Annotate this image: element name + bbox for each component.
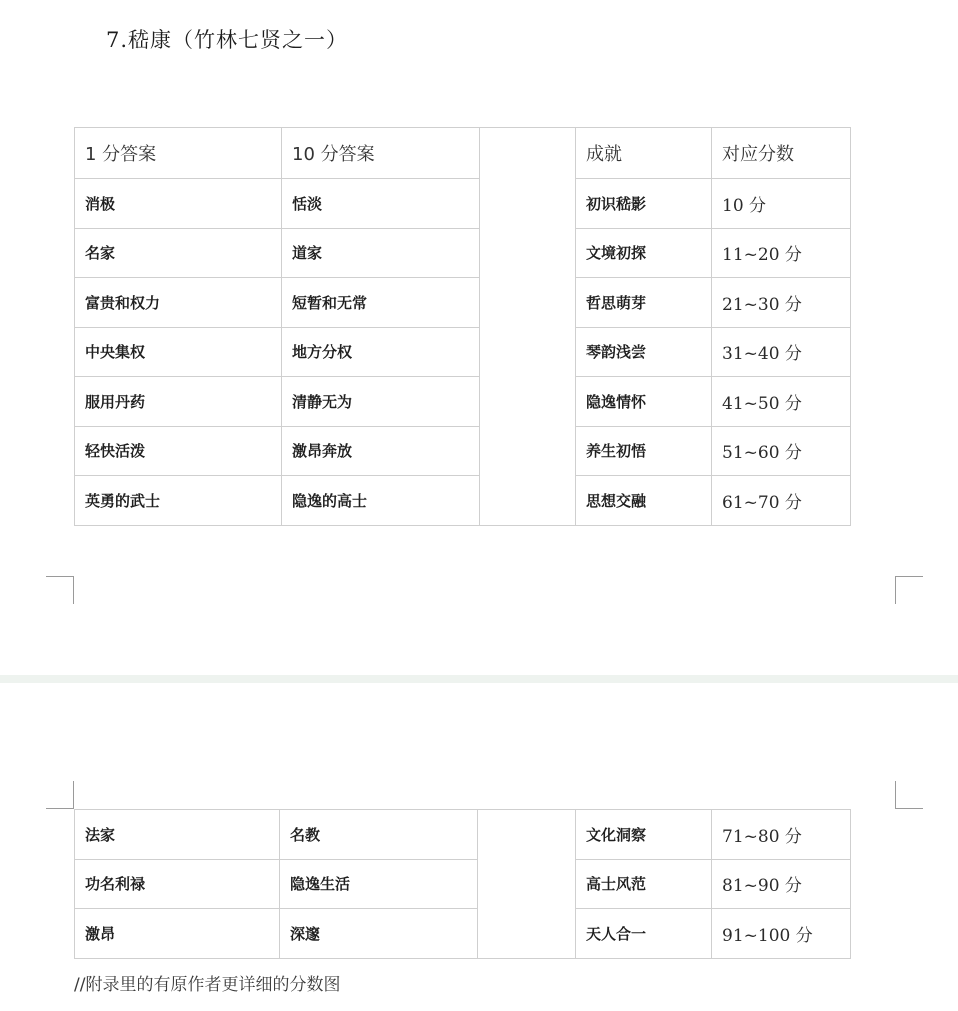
answer-1-point: 法家 — [75, 810, 280, 860]
table-row — [75, 859, 851, 909]
answer-1-point: 消极 — [75, 179, 282, 229]
answer-1-point: 功名利禄 — [75, 859, 280, 909]
answer-1-point: 富贵和权力 — [75, 278, 282, 328]
score-range: 71~80 分 — [712, 810, 851, 860]
achievement-name: 天人合一 — [576, 909, 712, 959]
table-spacer-column — [480, 128, 576, 526]
achievement-name: 养生初悟 — [576, 426, 712, 476]
answer-10-point: 名教 — [280, 810, 478, 860]
page-corner-mark — [46, 576, 74, 604]
table-row — [75, 426, 851, 476]
header-score-range: 对应分数 — [712, 128, 851, 179]
achievement-name: 哲思萌芽 — [576, 278, 712, 328]
score-range: 91~100 分 — [712, 909, 851, 959]
achievement-name: 初识嵇影 — [576, 179, 712, 229]
answer-10-point: 隐逸的高士 — [282, 476, 480, 526]
section-title: 7.嵇康（竹林七贤之一） — [106, 28, 349, 52]
table-row — [75, 179, 851, 229]
answer-1-point: 激昂 — [75, 909, 280, 959]
score-range: 81~90 分 — [712, 859, 851, 909]
achievement-name: 琴韵浅尝 — [576, 327, 712, 377]
score-range: 21~30 分 — [712, 278, 851, 328]
score-range: 51~60 分 — [712, 426, 851, 476]
header-1-point-answer: 1 分答案 — [75, 128, 282, 179]
answer-1-point: 名家 — [75, 228, 282, 278]
score-range: 11~20 分 — [712, 228, 851, 278]
achievement-name: 隐逸情怀 — [576, 377, 712, 427]
table-row — [75, 278, 851, 328]
achievement-name: 思想交融 — [576, 476, 712, 526]
score-range: 10 分 — [712, 179, 851, 229]
header-achievement: 成就 — [576, 128, 712, 179]
page-corner-mark — [895, 576, 923, 604]
answer-10-point: 地方分权 — [282, 327, 480, 377]
answer-10-point: 恬淡 — [282, 179, 480, 229]
table-row — [75, 810, 851, 860]
answer-1-point: 服用丹药 — [75, 377, 282, 427]
score-range: 31~40 分 — [712, 327, 851, 377]
answer-10-point: 深邃 — [280, 909, 478, 959]
answer-score-table-bottom — [74, 809, 851, 959]
table-row — [75, 909, 851, 959]
achievement-name: 文化洞察 — [576, 810, 712, 860]
answer-1-point: 中央集权 — [75, 327, 282, 377]
answer-10-point: 道家 — [282, 228, 480, 278]
table-row — [75, 327, 851, 377]
appendix-note: //附录里的有原作者更详细的分数图 — [74, 975, 341, 995]
page-separator — [0, 675, 958, 683]
answer-10-point: 短暂和无常 — [282, 278, 480, 328]
page-corner-mark — [46, 781, 74, 809]
score-range: 41~50 分 — [712, 377, 851, 427]
table-row — [75, 377, 851, 427]
table-row — [75, 476, 851, 526]
answer-10-point: 隐逸生活 — [280, 859, 478, 909]
score-range: 61~70 分 — [712, 476, 851, 526]
achievement-name: 文境初探 — [576, 228, 712, 278]
header-10-point-answer: 10 分答案 — [282, 128, 480, 179]
achievement-name: 高士风范 — [576, 859, 712, 909]
answer-10-point: 清静无为 — [282, 377, 480, 427]
table-header-row — [75, 128, 851, 179]
answer-10-point: 激昂奔放 — [282, 426, 480, 476]
answer-1-point: 轻快活泼 — [75, 426, 282, 476]
answer-score-table-top — [74, 127, 851, 526]
table-spacer-column — [478, 810, 576, 959]
answer-1-point: 英勇的武士 — [75, 476, 282, 526]
table-row — [75, 228, 851, 278]
page-corner-mark — [895, 781, 923, 809]
